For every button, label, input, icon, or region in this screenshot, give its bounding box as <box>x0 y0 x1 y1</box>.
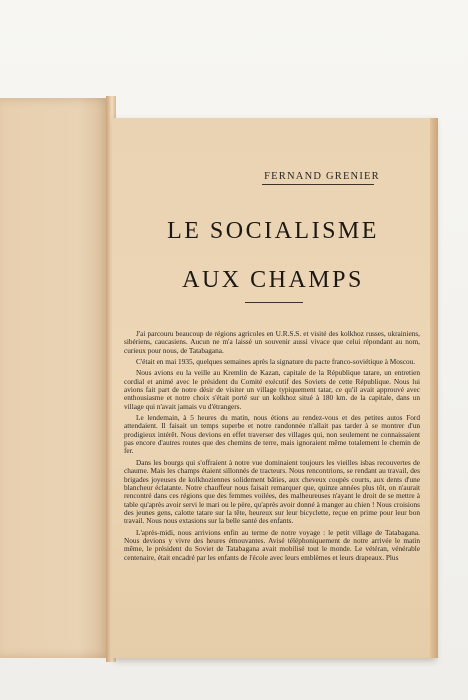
paragraph: Nous avions eu la veille au Kremlin de Kazan, capitale de la République tatare, un entretien cordial et animé avec le président du Comité exécutif des Soviets de cette République. Nous lui avions fait part de notre désir de visiter un village typiquement tatar, ce qu'il avait approuvé avec enthousiasme et notre choix s'était porté sur un kolkhoz situé à 180 km. de la capitale, dans un village qui n'avait jamais vu d'étrangers. <box>124 368 420 411</box>
title-line-1: LE SOCIALISME <box>167 218 379 244</box>
left-page <box>0 98 112 658</box>
title-divider <box>245 302 303 303</box>
paragraph: Le lendemain, à 5 heures du matin, nous étions au rendez-vous et des petites autos Ford attendaient. Il faisait un temps superbe et notre randonnée n'allait pas tarder à se montrer d'un prodigieux intérêt. Nous devions en effet traverser des villages qui, non seulement ne connaissaient pas encore d'autres routes que des chemins de terre, mais ignoraient même totalement le chemin de fer. <box>124 413 420 456</box>
paragraph: J'ai parcouru beaucoup de régions agricoles en U.R.S.S. et visité des kolkhoz russes, ukrainiens, sibériens, caucasiens. Aucun ne m'a laissé un souvenir aussi vivace que celui répondant au nom, curieux pour nous, de Tatabagana. <box>124 330 420 355</box>
paragraph: L'après-midi, nous arrivions enfin au terme de notre voyage : le petit village de Tatabagana. Nous devions y vivre des heures émouvantes. Avisé téléphoniquement de notre arrivée le matin même, le président du Soviet de Tatabagana avait mobilisé tout le monde. Le vétéran, vénérable centenaire, était encadré par les enfants de l'école avec leurs emblèmes et leurs drapeaux. Plus <box>124 527 420 562</box>
author-underline <box>262 184 374 185</box>
paragraph: Dans les bourgs qui s'offraient à notre vue dominaient toujours les vieilles isbas recouvertes de chaume. Mais les champs étaient sillonnés de tracteurs. Nous rencontrions, se rendant au travail, des brigades joyeuses de kolkhoziennes solidement bâties, aux cheveux coupés courts, aux dents d'une blancheur éclatante. Notre chauffeur nous faisait remarquer que, quinze années plus tôt, on n'aurait rencontré dans ces régions que des femmes voilées, des malheureuses n'ayant le droit de se mettre à table qu'après avoir servi le mari ou le père, qu'après avoir donné à manger au chien ! Nous croisions des jeunes gens, calotte tatare sur la tête, heureux sur leur bicyclette, reçue en prime pour leur bon travail. Nous nous extasions sur la belle santé des enfants. <box>124 457 420 526</box>
article-body <box>124 330 420 630</box>
paragraph: C'était en mai 1935, quelques semaines après la signature du pacte franco-soviétique à Moscou. <box>136 357 416 367</box>
title-line-2: AUX CHAMPS <box>182 267 364 293</box>
page-edge <box>430 118 438 658</box>
author-name: FERNAND GRENIER <box>264 171 380 182</box>
